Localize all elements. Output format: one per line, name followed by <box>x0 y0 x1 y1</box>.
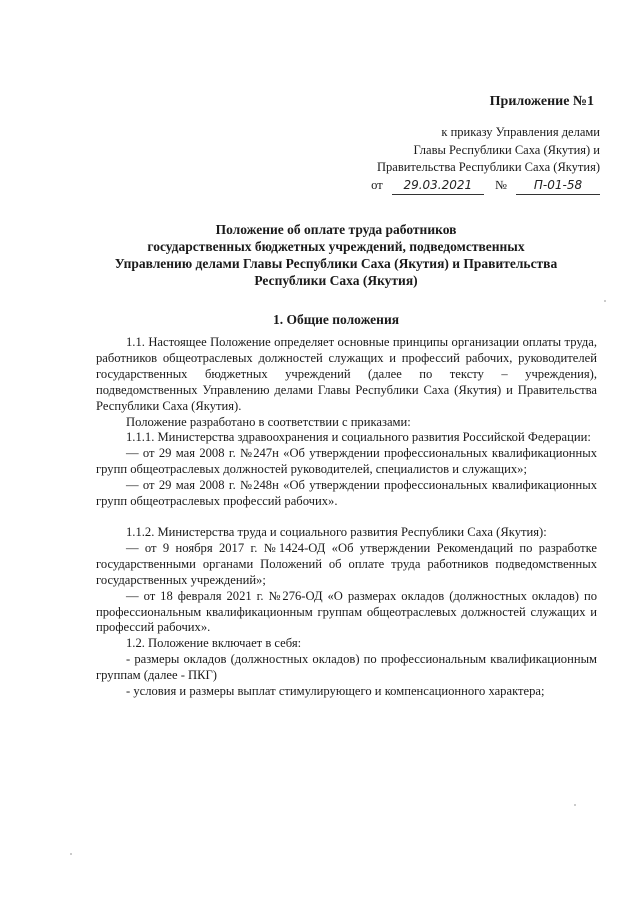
list-item: — от 29 мая 2008 г. №247н «Об утверждении профессиональных квалификационных групп общеотраслевых должностей руководителей, специалистов и служащих»; <box>96 446 597 477</box>
paragraph-1-1-1: 1.1.1. Министерства здравоохранения и социального развития Российской Федерации: <box>126 430 591 445</box>
list-item: - условия и размеры выплат стимулирующего и компенсационного характера; <box>126 684 545 699</box>
order-line-1: к приказу Управления делами <box>441 125 600 139</box>
list-item: — от 9 ноября 2017 г. №1424-ОД «Об утверждении Рекомендаций по разработке государственными органами Положений об оплате труда работников подведомственных государственных учреждений»; <box>96 540 597 587</box>
document-body <box>96 335 597 700</box>
number-prefix: № <box>494 177 507 192</box>
spacer <box>96 510 597 525</box>
paragraph-1-1-2: 1.1.2. Министерства труда и социального развития Республики Саха (Якутия): <box>126 524 547 539</box>
scan-speck <box>604 300 606 302</box>
appendix-title: Приложение №1 <box>489 94 594 109</box>
order-line-3: Правительства Республики Саха (Якутия) <box>377 160 600 174</box>
title-line: Управлению делами Главы Республики Саха (Якутия) и Правительства <box>114 256 558 271</box>
title-line: Республики Саха (Якутия) <box>254 273 418 288</box>
document-title <box>72 221 600 289</box>
handwritten-date: 29.03.2021 <box>392 177 484 196</box>
scan-speck <box>70 853 72 855</box>
list-item: - размеры окладов (должностных окладов) по профессиональным квалификационным группам (далее - ПКГ) <box>96 652 597 683</box>
paragraph-1-1: 1.1. Настоящее Положение определяет основные принципы организации оплаты труда, работников общеотраслевых должностей служащих и профессий рабочих, руководителей государственных бюджетных учреждений (далее по тексту – учреждения), подведомственных Управлению делами Главы Республики Саха (Якутия) и Правительства Республики Саха (Якутия). <box>96 335 597 413</box>
list-item: — от 18 февраля 2021 г. №276-ОД «О размерах окладов (должностных окладов) по профессиональным квалификационным группам общеотраслевых должностей служащих и профессий рабочих». <box>96 588 597 635</box>
order-line-2: Главы Республики Саха (Якутия) и <box>413 142 600 157</box>
section-heading: 1. Общие положения <box>272 312 400 327</box>
order-date-line <box>371 177 600 196</box>
title-line: Положение об оплате труда работников <box>215 222 457 237</box>
title-line: государственных бюджетных учреждений, подведомственных <box>147 239 525 254</box>
list-item: — от 29 мая 2008 г. №248н «Об утверждении профессиональных квалификационных групп общеотраслевых профессий рабочих». <box>96 478 597 509</box>
order-reference <box>371 124 600 195</box>
date-prefix: от <box>371 177 383 192</box>
paragraph-1-2: 1.2. Положение включает в себя: <box>126 636 302 651</box>
paragraph-basis: Положение разработано в соответствии с приказами: <box>126 414 411 429</box>
scan-speck <box>574 804 576 806</box>
handwritten-number: П-01-58 <box>516 177 600 196</box>
